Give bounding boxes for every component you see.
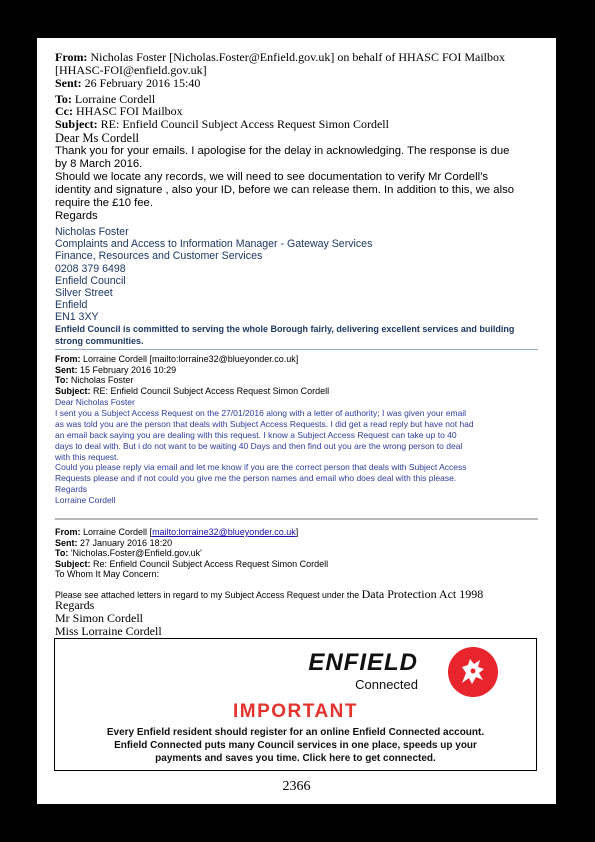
email3-closing (55, 599, 162, 638)
subject-label: Subject: (55, 385, 91, 396)
sig-dept: Finance, Resources and Customer Services (55, 250, 263, 263)
email1-signature (55, 226, 372, 324)
body-line: an email back saying you are dealing with this request. I know a Subject Access Request can take up to 40 (55, 429, 457, 440)
sig-name: Nicholas Foster (55, 226, 129, 238)
enfield-connected-banner[interactable] (54, 638, 537, 771)
document-page (37, 38, 556, 804)
from-label: From: (55, 354, 81, 364)
body-line: Thank you for your emails. I apologise for the delay in acknowledging. The response is due (55, 145, 510, 157)
to-label: To: (55, 375, 69, 385)
email3-sent-line (55, 538, 328, 549)
cc-label: Cc: (55, 104, 73, 118)
commitment-line: strong communities. (55, 336, 144, 346)
body-line: Regards (55, 484, 88, 495)
email2-body (55, 397, 474, 506)
email1-subject-line (55, 118, 389, 131)
to-value: Nicholas Foster (70, 375, 134, 385)
signer: Miss Lorraine Cordell (55, 624, 162, 638)
email1-from-line2: [HHASC-FOI@enfield.gov.uk] (55, 63, 207, 77)
important-heading: IMPORTANT (232, 701, 359, 722)
sent-label: Sent: (55, 537, 78, 548)
cc-value: HHASC FOI Mailbox (76, 104, 183, 118)
email3-subject-line (55, 559, 328, 570)
act-name: Data Protection Act 1998 (361, 587, 484, 601)
email1-sent-line (55, 77, 200, 90)
body-line: with this request. (55, 451, 119, 462)
sig-org: Enfield Council (55, 274, 126, 287)
subject-value: RE: Enfield Council Subject Access Request Simon Cordell (93, 385, 330, 396)
to-label: To: (55, 548, 69, 558)
concern-line: To Whom It May Concern: (55, 569, 160, 579)
sig-postcode: EN1 3XY (55, 311, 99, 324)
email2-header (55, 354, 329, 396)
email-link[interactable]: mailto:lorraine32@blueyonder.co.uk (152, 527, 296, 537)
email2-subject-line (55, 386, 329, 397)
from-name: Lorraine Cordell [ (83, 527, 153, 537)
from-value: Lorraine Cordell [mailto:lorraine32@blueyonder.co.uk] (83, 354, 299, 364)
to-label: To: (55, 92, 72, 106)
sig-phone: 0208 379 6498 (55, 262, 126, 275)
email3-to-line (55, 548, 328, 559)
subject-value: Re: Enfield Council Subject Access Request Simon Cordell (93, 558, 329, 569)
body-line: require the £10 fee. (55, 197, 153, 209)
commitment-line: Enfield Council is committed to serving the whole Borough fairly, delivering excellent services and building (55, 324, 515, 334)
banner-line: Enfield Connected puts many Council services in one place, speeds up your (114, 740, 477, 751)
enfield-logo-sub: Connected (355, 677, 418, 692)
from-label: From: (55, 527, 81, 537)
from-value: Nicholas Foster [Nicholas.Foster@Enfield.gov.uk] on behalf of HHASC FOI Mailbox (90, 50, 505, 64)
body-line: identity and signature , also your ID, before we can release them. In addition to this, we also (55, 184, 515, 196)
sent-value: 15 February 2016 10:29 (80, 364, 177, 375)
subject-value: RE: Enfield Council Subject Access Request Simon Cordell (100, 117, 389, 131)
sig-title: Complaints and Access to Information Manager - Gateway Services (55, 238, 373, 251)
divider (55, 518, 538, 520)
banner-line: Every Enfield resident should register for an online Enfield Connected account. (106, 727, 485, 738)
body-line: Dear Nicholas Foster (55, 397, 135, 407)
sig-town: Enfield (55, 299, 88, 312)
sent-value: 27 January 2016 18:20 (80, 537, 173, 548)
regards: Regards (55, 210, 98, 222)
from-label: From: (55, 50, 88, 64)
email1-greeting: Dear Ms Cordell (55, 131, 140, 145)
divider (55, 349, 538, 350)
to-value: 'Nicholas.Foster@Enfield.gov.uk' (70, 548, 202, 558)
to-value: Lorraine Cordell (74, 92, 156, 106)
body-line: by 8 March 2016. (55, 158, 143, 170)
email3-from-line (55, 527, 328, 538)
email2-to-line (55, 375, 329, 386)
attachment-text: Please see attached letters in regard to my Subject Access Request under the (55, 590, 362, 600)
banner-link[interactable]: payments and saves you time. Click here to get connected. (155, 753, 436, 764)
sent-label: Sent: (55, 364, 78, 375)
body-line: I sent you a Subject Access Request on the 27/01/2016 along with a letter of authority; I was given your email (55, 407, 467, 418)
regards: Regards (55, 598, 95, 612)
page-number: 2366 (282, 779, 311, 794)
sig-street: Silver Street (55, 287, 113, 300)
body-line: Could you please reply via email and let me know if you are the correct person that deals with Subject Access (55, 462, 467, 473)
body-line: Should we locate any records, we will need to see documentation to verify Mr Cordell’s (55, 171, 489, 183)
subject-label: Subject: (55, 558, 91, 569)
enfield-logo-text: ENFIELD (308, 649, 418, 676)
from-end: ] (295, 527, 299, 537)
sent-value: 26 February 2016 15:40 (84, 76, 201, 90)
email3-header (55, 527, 328, 580)
signer: Mr Simon Cordell (55, 611, 144, 625)
body-line: as was told you are the person that deals with Subject Access Requests. I did get a read reply but have not had (55, 418, 474, 429)
body-line: Lorraine Cordell (55, 495, 116, 506)
email1-body (55, 145, 514, 223)
email2-from-line (55, 354, 329, 365)
dragon-crest-icon (448, 647, 498, 697)
subject-label: Subject: (55, 117, 98, 131)
email2-sent-line (55, 365, 329, 376)
commitment-statement (55, 323, 514, 347)
sent-label: Sent: (55, 76, 82, 90)
body-line: Requests please and if not could you give me the person names and email who does deal with this please. (55, 473, 457, 484)
body-line: days to deal with. But i do not want to be waiting 40 Days and then find out you are the wrong person to deal (55, 440, 463, 451)
